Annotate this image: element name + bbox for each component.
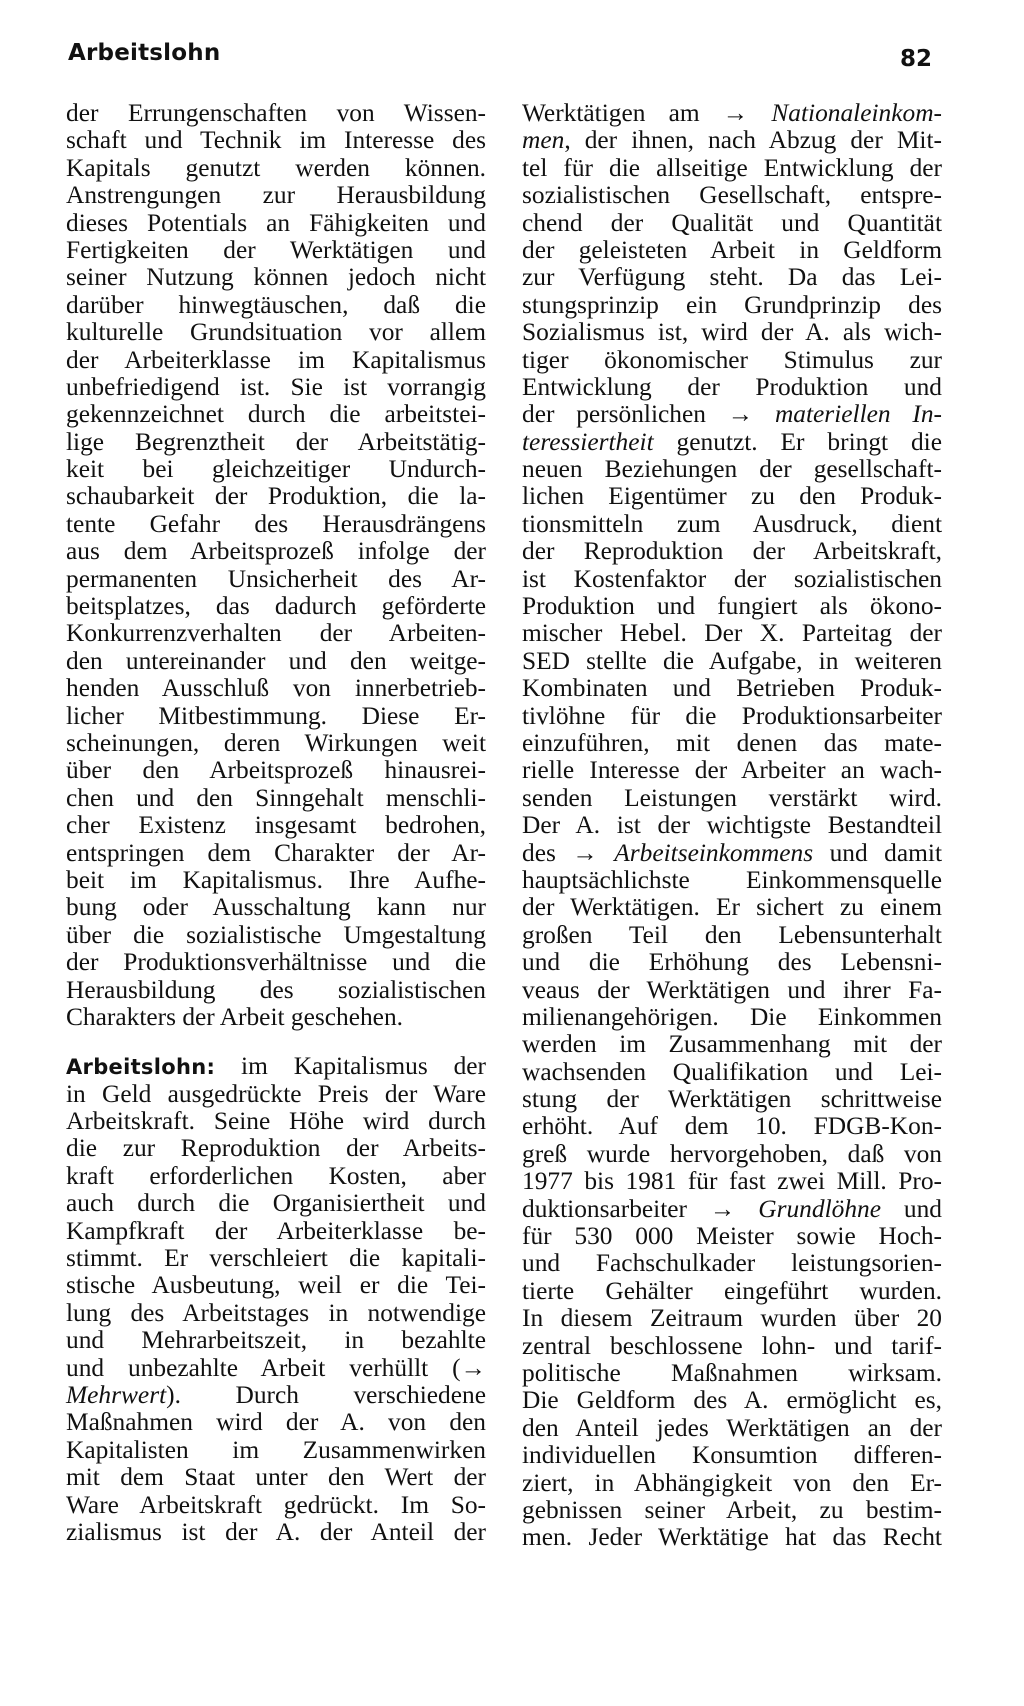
text-line: Kapitalisten im Zusammenwirken [66, 1435, 486, 1464]
text-line: stungsprinzip ein Grundprinzip des [522, 290, 942, 319]
text-line: entspringen dem Charakter der Ar- [66, 838, 486, 867]
text-line: auch durch die Organisiertheit und [66, 1189, 486, 1218]
text-line: gebnissen seiner Arbeit, zu bestim- [522, 1495, 942, 1524]
text-line: Fertigkeiten der Werktätigen und [66, 235, 486, 264]
text-block [522, 867, 942, 1196]
text-line: der geleisteten Arbeit in Geldform [522, 235, 942, 264]
text-line: einzuführen, mit denen das mate- [522, 728, 942, 757]
text-fragment: , der ihnen, nach Abzug der Mit- [564, 126, 942, 155]
text-line: politische Maßnahmen wirksam. [522, 1358, 942, 1387]
text-line: gekennzeichnet durch die arbeitstei- [66, 400, 486, 429]
text-line: und Mehrarbeitszeit, in bezahlte [66, 1326, 486, 1355]
text-line: der Werktätigen. Er sichert zu einem [522, 893, 942, 922]
text-line: schaubarkeit der Produktion, die la- [66, 482, 486, 511]
text-line: in Geld ausgedrückte Preis der Ware [66, 1079, 486, 1108]
page-number: 82 [899, 46, 932, 72]
text-line: tel für die allseitige Entwicklung der [522, 153, 942, 182]
text-line: Produktion und fungiert als ökono- [522, 592, 942, 621]
text-line: über die sozialistische Umgestaltung [66, 920, 486, 949]
text-line: greß wurde hervorgehoben, daß von [522, 1139, 942, 1168]
text-line: Sozialismus ist, wird der A. als wich- [522, 318, 942, 347]
cross-reference: Mehrwert [66, 1380, 167, 1409]
text-line: die zur Reproduktion der Arbeits- [66, 1134, 486, 1163]
text-line: über den Arbeitsprozeß hinausrei- [66, 756, 486, 785]
cross-reference: teressiertheit [522, 427, 654, 456]
text-line: und unbezahlte Arbeit verhüllt (→ [66, 1353, 486, 1382]
cross-reference: Grundlöhne [758, 1194, 881, 1223]
text-fragment: des → [522, 838, 615, 867]
text-line: der Produktionsverhältnisse und die [66, 948, 486, 977]
text-fragment: der persönlichen → [522, 400, 775, 429]
paragraph-continuation [66, 100, 486, 1031]
text-line: mischer Hebel. Der X. Parteitag der [522, 619, 942, 648]
text-line: mit dem Staat unter den Wert der [66, 1463, 486, 1492]
text-line: Die Geldform des A. ermöglicht es, [522, 1386, 942, 1415]
text-line: licher Mitbestimmung. Diese Er- [66, 701, 486, 730]
text-line: wachsenden Qualifikation und Lei- [522, 1057, 942, 1086]
text-line: zur Verfügung steht. Da das Lei- [522, 263, 942, 292]
text-line: Kombinaten und Betrieben Produk- [522, 674, 942, 703]
text-line: schaft und Technik im Interesse des [66, 126, 486, 155]
text-line: tierte Gehälter eingeführt wurden. [522, 1276, 942, 1305]
text-line: sozialistischen Gesellschaft, entspre- [522, 181, 942, 210]
text-line: stische Ausbeutung, weil er die Tei- [66, 1271, 486, 1300]
right-column [522, 100, 942, 1552]
text-line: tiger ökonomischer Stimulus zur [522, 345, 942, 374]
text-line: cher Existenz insgesamt bedrohen, [66, 811, 486, 840]
text-line [522, 840, 942, 867]
text-line: und die Erhöhung des Lebensni- [522, 948, 942, 977]
text-line: tente Gefahr des Herausdrängens [66, 509, 486, 538]
text-line [66, 1382, 486, 1409]
text-line: kulturelle Grundsituation vor allem [66, 318, 486, 347]
text-line: den Anteil jedes Werktätigen an der [522, 1413, 942, 1442]
text-line: Kapitals genutzt werden können. [66, 153, 486, 182]
text-line: permanenten Unsicherheit des Ar- [66, 564, 486, 593]
text-line: senden Leistungen verstärkt wird. [522, 783, 942, 812]
text-line: und Fachschulkader leistungsorien- [522, 1249, 942, 1278]
text-line: für 530 000 Meister sowie Hoch- [522, 1222, 942, 1251]
text-line [522, 100, 942, 127]
text-line: den untereinander und den weitge- [66, 646, 486, 675]
text-line: Kampfkraft der Arbeiterklasse be- [66, 1216, 486, 1245]
text-block [522, 1223, 942, 1552]
text-line: der Reproduktion der Arbeitskraft, [522, 537, 942, 566]
text-fragment: genutzt. Er bringt die [653, 427, 942, 456]
text-line: individuellen Konsumtion differen- [522, 1441, 942, 1470]
cross-reference: men [522, 126, 565, 155]
text-line: veaus der Werktätigen und ihrer Fa- [522, 975, 942, 1004]
text-line: stung der Werktätigen schrittweise [522, 1085, 942, 1114]
text-line: der Errungenschaften von Wissen- [66, 99, 486, 127]
text-line: stimmt. Er verschleiert die kapitali- [66, 1244, 486, 1273]
text-line: erhöht. Auf dem 10. FDGB-Kon- [522, 1112, 942, 1141]
text-fragment: duktionsarbeiter → [522, 1194, 759, 1223]
text-line: Maßnahmen wird der A. von den [66, 1408, 486, 1437]
text-line: unbefriedigend ist. Sie ist vorrangig [66, 372, 486, 401]
text-line [522, 429, 942, 456]
text-line: tionsmitteln zum Ausdruck, dient [522, 509, 942, 538]
text-line: scheinungen, deren Wirkungen weit [66, 728, 486, 757]
text-line [522, 127, 942, 154]
text-line: darüber hinwegtäuschen, daß die [66, 290, 486, 319]
entry-text: im Kapitalismus der [215, 1052, 486, 1081]
text-line: werden im Zusammenhang mit der [522, 1030, 942, 1059]
text-line: beitsplatzes, das dadurch geförderte [66, 592, 486, 621]
text-line: Herausbildung des sozialistischen [66, 975, 486, 1004]
entry-keyword: Arbeitslohn: [66, 1055, 216, 1080]
text-line: kraft erforderlichen Kosten, aber [66, 1161, 486, 1190]
text-line: bung oder Ausschaltung kann nur [66, 893, 486, 922]
text-line: dieses Potentials an Fähigkeiten und [66, 208, 486, 237]
text-line: beit im Kapitalismus. Ihre Aufhe- [66, 865, 486, 894]
text-line: milienangehörigen. Die Einkommen [522, 1002, 942, 1031]
text-line: Anstrengungen zur Herausbildung [66, 181, 486, 210]
text-fragment: und damit [813, 838, 942, 867]
text-line: neuen Beziehungen der gesellschaft- [522, 455, 942, 484]
text-line: Konkurrenzverhalten der Arbeiten- [66, 619, 486, 648]
text-line: seiner Nutzung können jedoch nicht [66, 263, 486, 292]
text-line [522, 1196, 942, 1223]
text-line: ist Kostenfaktor der sozialistischen [522, 564, 942, 593]
text-fragment: Werktätigen am → [522, 99, 772, 127]
text-line: chen und den Sinngehalt menschli- [66, 783, 486, 812]
text-fragment: und [880, 1194, 943, 1223]
text-line: ziert, in Abhängigkeit von den Er- [522, 1468, 942, 1497]
running-head-title: Arbeitslohn [68, 40, 221, 66]
text-fragment: ). Durch verschiedene [166, 1380, 486, 1409]
text-block [522, 155, 942, 402]
text-line [522, 401, 942, 428]
text-line: In diesem Zeitraum wurden über 20 [522, 1304, 942, 1333]
cross-reference: materiellen In- [774, 400, 942, 429]
text-block [522, 456, 942, 839]
cross-reference: Nationaleinkom- [771, 99, 942, 127]
text-line: chend der Qualität und Quantität [522, 208, 942, 237]
entry-paragraph-end [66, 1409, 486, 1546]
text-line: hauptsächlichste Einkommensquelle [522, 865, 942, 894]
text-line: henden Ausschluß von innerbetrieb- [66, 674, 486, 703]
text-line: zentral beschlossene lohn- und tarif- [522, 1331, 942, 1360]
text-line: Entwicklung der Produktion und [522, 372, 942, 401]
text-line: lichen Eigentümer zu den Produk- [522, 482, 942, 511]
text-line: Charakters der Arbeit geschehen. [66, 1002, 403, 1031]
text-line: SED stellte die Aufgabe, in weiteren [522, 646, 942, 675]
text-line: Arbeitskraft. Seine Höhe wird durch [66, 1107, 486, 1136]
entry-first-line [66, 1053, 486, 1080]
text-line: aus dem Arbeitsprozeß infolge der [66, 537, 486, 566]
text-line: rielle Interesse der Arbeiter an wach- [522, 756, 942, 785]
text-line: großen Teil den Lebensunterhalt [522, 920, 942, 949]
text-line: Der A. ist der wichtigste Bestandteil [522, 811, 942, 840]
entry-paragraph [66, 1081, 486, 1382]
text-line: lige Begrenztheit der Arbeitstätig- [66, 427, 486, 456]
left-column [66, 100, 486, 1546]
text-line: tivlöhne für die Produktionsarbeiter [522, 701, 942, 730]
text-line: Ware Arbeitskraft gedrückt. Im So- [66, 1490, 486, 1519]
cross-reference: Arbeitseinkommens [614, 838, 814, 867]
text-line: men. Jeder Werktätige hat das Recht [522, 1523, 942, 1552]
text-line: lung des Arbeitstages in notwendige [66, 1298, 486, 1327]
text-line: zialismus ist der A. der Anteil der [66, 1517, 486, 1546]
text-line: 1977 bis 1981 für fast zwei Mill. Pro- [522, 1167, 942, 1196]
text-line: keit bei gleichzeitiger Undurch- [66, 455, 486, 484]
text-line: der Arbeiterklasse im Kapitalismus [66, 345, 486, 374]
